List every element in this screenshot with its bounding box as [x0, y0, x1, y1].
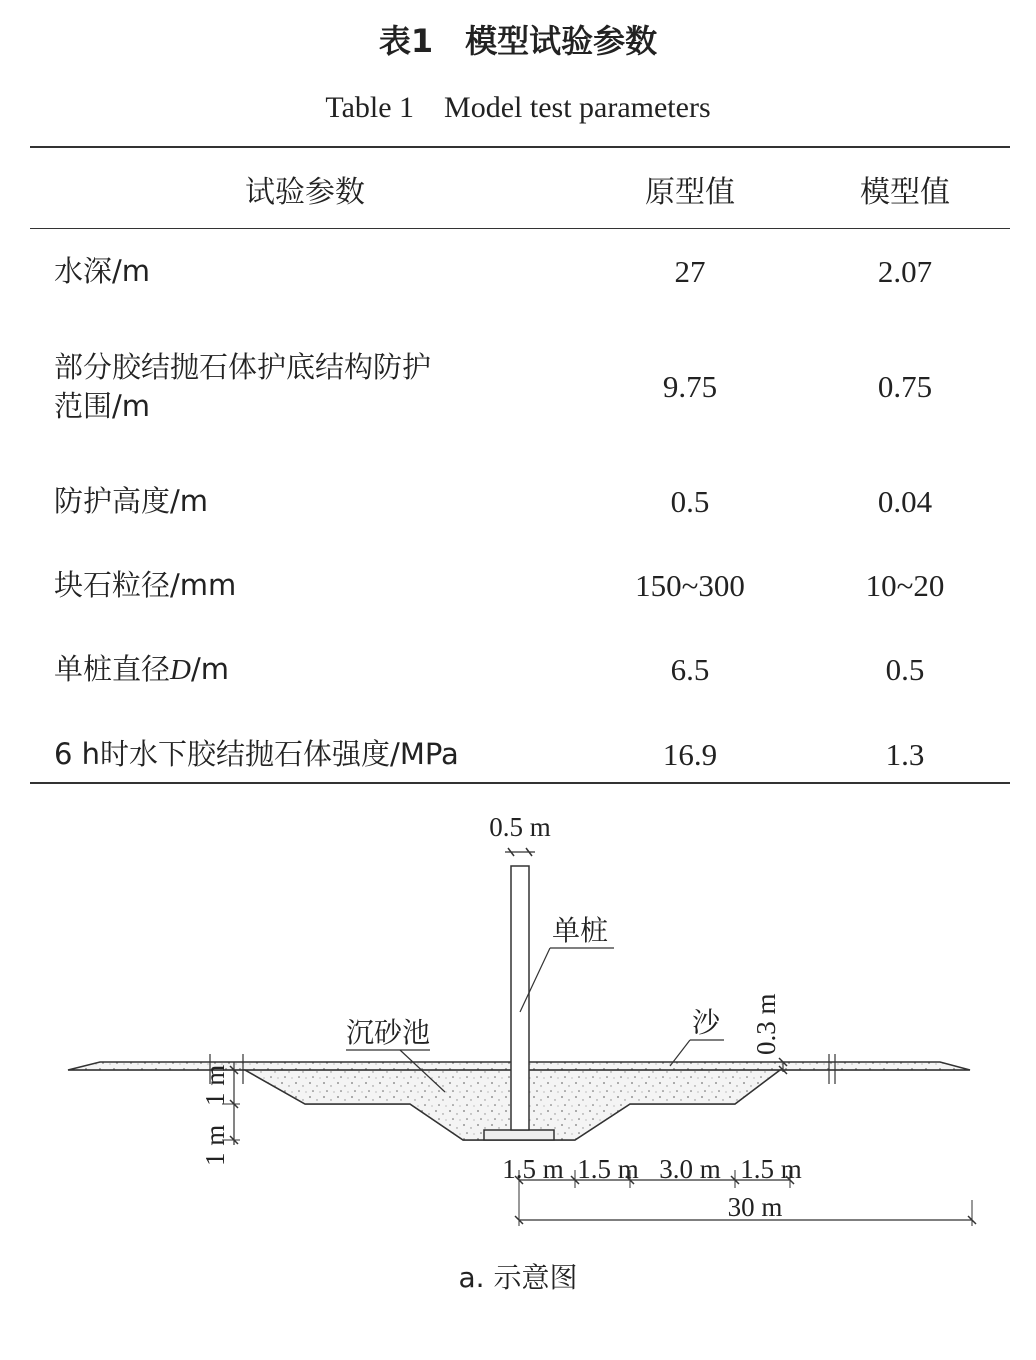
segment-1-label: 1.5 m — [502, 1154, 564, 1184]
model-value: 2.07 — [877, 254, 933, 289]
prototype-value: 27 — [674, 254, 706, 289]
table-row — [30, 460, 1010, 544]
param-name-suffix: /m — [190, 651, 229, 686]
table-row — [30, 712, 1010, 798]
param-name — [30, 314, 580, 460]
total-width-label: 30 m — [727, 1192, 783, 1222]
param-name-line2: 范围/m — [54, 389, 151, 423]
model-value: 1.3 — [885, 737, 925, 772]
sand-depth-label: 0.3 m — [751, 993, 781, 1055]
prototype-value: 6.5 — [670, 652, 710, 687]
figure-caption: a. 示意图 — [458, 1261, 578, 1294]
model-value: 10~20 — [865, 568, 945, 603]
prototype-value: 150~300 — [635, 568, 745, 603]
pile-width-label: 0.5 m — [489, 812, 551, 842]
table-row — [30, 314, 1010, 460]
schematic-diagram — [0, 800, 1036, 1250]
table-row — [30, 628, 1010, 712]
pile-label: 单桩 — [552, 914, 609, 947]
prototype-value: 0.5 — [670, 484, 710, 519]
parameters-table — [30, 148, 1010, 798]
param-name-text: 单桩直径 — [54, 651, 171, 686]
sand-label: 沙 — [692, 1006, 721, 1039]
param-name: 水深/m — [54, 254, 151, 289]
param-name: 防护高度/m — [54, 484, 209, 519]
table-row — [30, 230, 1010, 314]
table-row — [30, 544, 1010, 628]
prototype-value: 9.75 — [662, 369, 718, 404]
param-name-italic: D — [170, 653, 191, 686]
model-value: 0.5 — [885, 652, 925, 687]
param-name: 块石粒径/mm — [54, 568, 237, 603]
segment-4-label: 1.5 m — [740, 1154, 802, 1184]
model-value: 0.04 — [877, 484, 933, 519]
model-value: 0.75 — [877, 369, 933, 404]
header-model: 模型值 — [860, 175, 950, 210]
segment-2-label: 1.5 m — [577, 1154, 639, 1184]
header-prototype: 原型值 — [645, 175, 735, 210]
table-header-row — [30, 148, 1010, 230]
settling-basin-label: 沉砂池 — [346, 1016, 431, 1049]
depth-bottom-label: 1 m — [200, 1124, 230, 1166]
table-title-en: Table 1 Model test parameters — [325, 91, 711, 124]
segment-3-label: 3.0 m — [659, 1154, 721, 1184]
pile-base — [484, 1130, 554, 1140]
table-title-cn: 表1 模型试验参数 — [378, 22, 658, 60]
prototype-value: 16.9 — [662, 737, 718, 772]
param-name-line1: 部分胶结抛石体护底结构防护 — [54, 349, 432, 384]
depth-top-label: 1 m — [200, 1064, 230, 1106]
param-name — [30, 628, 580, 712]
param-name: 6 h时水下胶结抛石体强度/MPa — [54, 737, 459, 772]
header-parameter: 试验参数 — [245, 175, 365, 210]
